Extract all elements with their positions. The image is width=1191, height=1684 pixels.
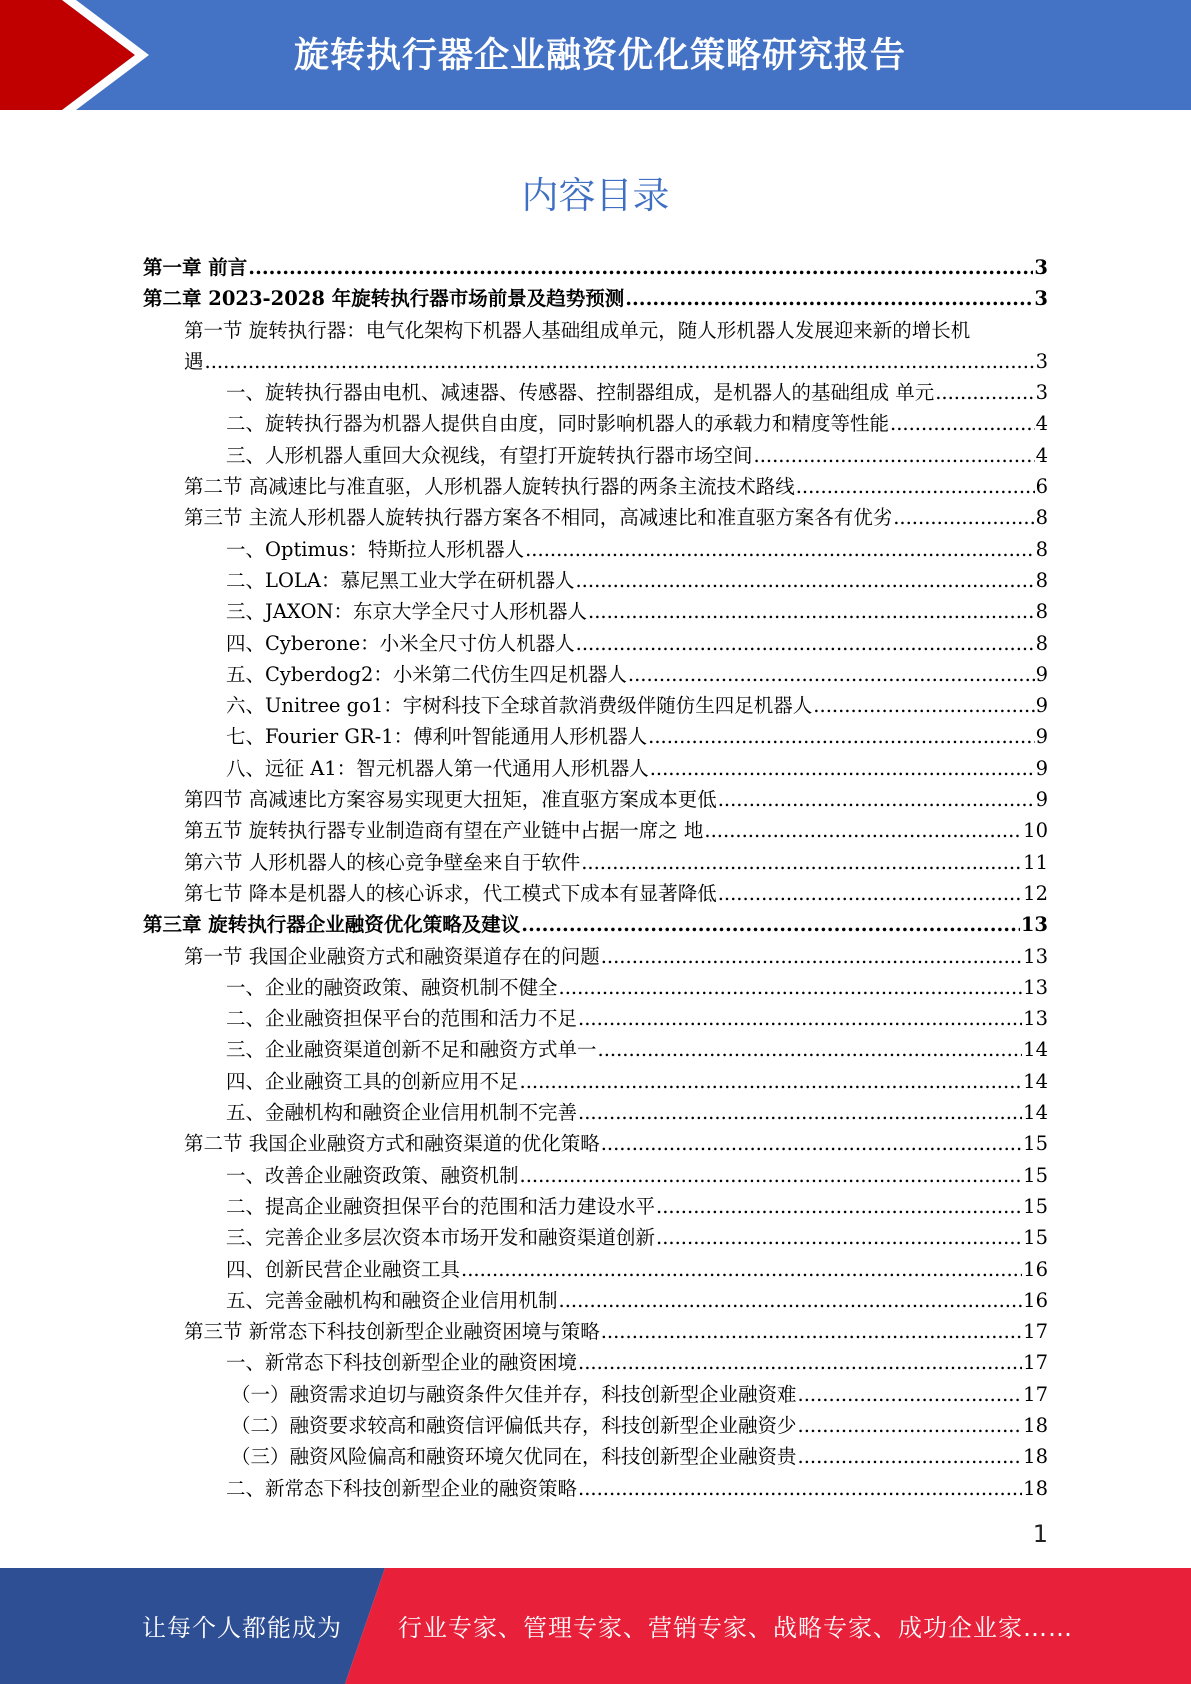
toc-entry-title: 五、完善金融机构和融资企业信用机制 <box>226 1288 558 1312</box>
toc-page-number: 14 <box>1023 1038 1048 1062</box>
toc-heading: 内容目录 <box>521 174 670 217</box>
toc-entry-title: 二、新常态下科技创新型企业的融资策略 <box>226 1476 578 1500</box>
report-title: 旋转执行器企业融资优化策略研究报告 <box>293 36 906 76</box>
toc-chapter-entry[interactable] <box>143 283 1048 314</box>
toc-page-number: 14 <box>1023 1069 1048 1093</box>
footer-band <box>0 1568 1191 1684</box>
toc-entry-title: 二、企业融资担保平台的范围和活力不足 <box>226 1007 578 1031</box>
toc-page-number: 8 <box>1035 537 1048 561</box>
toc-entry-title: 二、提高企业融资担保平台的范围和活力建设水平 <box>226 1194 656 1218</box>
toc-page-number: 18 <box>1023 1476 1048 1500</box>
toc-entry-title: 四、Cyberone：小米全尺寸仿人机器人 <box>226 631 575 655</box>
toc-entry[interactable] <box>143 1128 1048 1159</box>
toc-page-number: 18 <box>1023 1445 1048 1469</box>
toc-dot-leader <box>648 721 1034 752</box>
footer-slogan-right: 行业专家、管理专家、营销专家、战略专家、成功企业家…… <box>398 1614 1073 1642</box>
toc-entry-title: 第五节 旋转执行器专业制造商有望在产业链中占据一席之 地 <box>184 819 704 843</box>
toc-entry[interactable] <box>143 1410 1048 1441</box>
toc-entry-title: 第二章 2023-2028 年旋转执行器市场前景及趋势预测 <box>143 287 625 311</box>
toc-entry[interactable] <box>143 1316 1048 1347</box>
toc-dot-leader <box>205 346 1035 377</box>
toc-dot-leader <box>656 1191 1022 1222</box>
toc-dot-leader <box>656 1222 1022 1253</box>
toc-dot-leader <box>578 1347 1022 1378</box>
toc-page-number: 4 <box>1035 443 1048 467</box>
toc-dot-leader <box>588 596 1035 627</box>
toc-entry[interactable] <box>143 847 1048 878</box>
toc-entry[interactable] <box>143 941 1048 972</box>
toc-entry-title: 一、Optimus：特斯拉人形机器人 <box>226 537 525 561</box>
toc-entry[interactable] <box>143 1160 1048 1191</box>
toc-entry[interactable] <box>143 690 1048 721</box>
toc-page-number: 9 <box>1035 694 1048 718</box>
toc-page-number: 12 <box>1023 881 1048 905</box>
toc-page-number: 17 <box>1023 1351 1048 1375</box>
toc-dot-leader <box>704 815 1022 846</box>
toc-entry-title: 三、企业融资渠道创新不足和融资方式单一 <box>226 1038 597 1062</box>
toc-dot-leader <box>601 1128 1022 1159</box>
toc-dot-leader <box>520 1066 1023 1097</box>
toc-page-number: 3 <box>1034 256 1048 279</box>
toc-dot-leader <box>578 1003 1022 1034</box>
toc-entry-title: （二）融资要求较高和融资信评偏低共存，科技创新型企业融资少 <box>231 1413 797 1437</box>
toc-entry-title: 三、JAXON：东京大学全尺寸人形机器人 <box>226 600 587 624</box>
toc-entry[interactable] <box>143 1285 1048 1316</box>
toc-entry[interactable] <box>143 502 1048 533</box>
toc-page-number: 4 <box>1035 412 1048 436</box>
toc-page-number: 9 <box>1035 662 1048 686</box>
toc-page-number: 15 <box>1023 1132 1048 1156</box>
toc-entry-title: 第二节 高减速比与准直驱，人形机器人旋转执行器的两条主流技术路线 <box>184 475 795 499</box>
toc-dot-leader <box>893 502 1034 533</box>
toc-entry-title: 三、人形机器人重回大众视线，有望打开旋转执行器市场空间 <box>226 443 753 467</box>
toc-entry[interactable] <box>143 408 1048 439</box>
toc-entry-title: 第三节 新常态下科技创新型企业融资困境与策略 <box>184 1320 600 1344</box>
toc-entry-title: 七、Fourier GR-1：傅利叶智能通用人形机器人 <box>226 725 648 749</box>
toc-entry-title: 八、远征 A1：智元机器人第一代通用人形机器人 <box>226 756 649 780</box>
toc-entry[interactable] <box>143 596 1048 627</box>
toc-entry[interactable] <box>143 565 1048 596</box>
toc-dot-leader <box>754 440 1035 471</box>
toc-page-number: 6 <box>1035 475 1048 499</box>
toc-entry[interactable] <box>143 377 1048 408</box>
toc-entry-title: 四、创新民营企业融资工具 <box>226 1257 461 1281</box>
toc-page-number: 9 <box>1035 725 1048 749</box>
toc-dot-leader <box>578 1473 1022 1504</box>
toc-page-number: 8 <box>1035 506 1048 530</box>
toc-entry[interactable] <box>143 659 1048 690</box>
toc-dot-leader <box>628 659 1035 690</box>
toc-dot-leader <box>581 847 1022 878</box>
toc-dot-leader <box>521 909 1020 940</box>
toc-entry[interactable] <box>143 471 1048 502</box>
toc-entry[interactable] <box>143 1003 1048 1034</box>
toc-dot-leader <box>578 1097 1022 1128</box>
toc-entry[interactable] <box>143 440 1048 471</box>
toc-entry[interactable] <box>143 721 1048 752</box>
toc-chapter-entry[interactable] <box>143 252 1048 283</box>
toc-entry[interactable] <box>143 534 1048 565</box>
toc-entry[interactable] <box>143 1379 1048 1410</box>
toc-dot-leader <box>525 534 1034 565</box>
toc-entry-title: 五、金融机构和融资企业信用机制不完善 <box>226 1101 578 1125</box>
toc-page-number: 10 <box>1023 819 1048 843</box>
toc-entry-title: 第二节 我国企业融资方式和融资渠道的优化策略 <box>184 1132 600 1156</box>
toc-entry-title: 六、Unitree go1：宇树科技下全球首款消费级伴随仿生四足机器人 <box>226 694 813 718</box>
table-of-contents <box>143 252 1048 1504</box>
toc-page-number: 13 <box>1020 913 1048 937</box>
toc-entry-title: 三、完善企业多层次资本市场开发和融资渠道创新 <box>226 1226 656 1250</box>
toc-entry[interactable] <box>143 878 1048 909</box>
toc-page-number: 15 <box>1023 1194 1048 1218</box>
toc-page-number: 17 <box>1023 1320 1048 1344</box>
toc-entry-title: 第四节 高减速比方案容易实现更大扭矩，准直驱方案成本更低 <box>184 788 717 812</box>
toc-entry-title: 第六节 人形机器人的核心竞争壁垒来自于软件 <box>184 850 581 874</box>
toc-entry[interactable] <box>143 1066 1048 1097</box>
toc-page-number: 9 <box>1035 788 1048 812</box>
toc-entry[interactable] <box>143 753 1048 784</box>
toc-dot-leader <box>625 283 1033 314</box>
toc-entry-title-continued: 遇 <box>184 349 204 373</box>
toc-entry-title: 第三节 主流人形机器人旋转执行器方案各不相同，高减速比和准直驱方案各有优劣 <box>184 506 893 530</box>
toc-dot-leader <box>248 252 1033 283</box>
toc-dot-leader <box>798 1441 1023 1472</box>
toc-entry-title: 第七节 降本是机器人的核心诉求，代工模式下成本有显著降低 <box>184 881 717 905</box>
toc-entry-title: 二、LOLA：慕尼黑工业大学在研机器人 <box>226 568 575 592</box>
toc-page-number: 9 <box>1035 756 1048 780</box>
toc-entry-title: 一、新常态下科技创新型企业的融资困境 <box>226 1351 578 1375</box>
toc-dot-leader <box>601 1316 1022 1347</box>
toc-page-number: 13 <box>1023 1007 1048 1031</box>
toc-entry-title: 第三章 旋转执行器企业融资优化策略及建议 <box>143 913 521 937</box>
toc-entry[interactable] <box>143 815 1048 846</box>
page-number: 1 <box>1032 1520 1048 1548</box>
toc-dot-leader <box>718 784 1035 815</box>
toc-entry[interactable] <box>143 972 1048 1003</box>
toc-dot-leader <box>520 1160 1023 1191</box>
toc-entry-title: 一、旋转执行器由电机、减速器、传感器、控制器组成，是机器人的基础组成 单元 <box>226 381 935 405</box>
toc-dot-leader <box>935 377 1034 408</box>
toc-dot-leader <box>650 753 1035 784</box>
toc-dot-leader <box>461 1254 1022 1285</box>
toc-entry[interactable] <box>143 1347 1048 1378</box>
toc-entry[interactable] <box>143 784 1048 815</box>
toc-entry-title: （三）融资风险偏高和融资环境欠优同在，科技创新型企业融资贵 <box>231 1445 797 1469</box>
toc-page-number: 15 <box>1023 1226 1048 1250</box>
toc-dot-leader <box>718 878 1022 909</box>
report-header-band <box>0 0 1191 110</box>
toc-entry-title: （一）融资需求迫切与融资条件欠佳并存，科技创新型企业融资难 <box>231 1382 797 1406</box>
toc-dot-leader <box>601 941 1022 972</box>
toc-entry[interactable] <box>143 1441 1048 1472</box>
toc-page-number: 13 <box>1023 975 1048 999</box>
toc-page-number: 16 <box>1023 1288 1048 1312</box>
toc-entry[interactable] <box>143 315 1048 378</box>
toc-dot-leader <box>576 628 1035 659</box>
toc-entry[interactable] <box>143 1097 1048 1128</box>
toc-dot-leader <box>798 1379 1023 1410</box>
toc-chapter-entry[interactable] <box>143 909 1048 940</box>
toc-entry-title: 一、企业的融资政策、融资机制不健全 <box>226 975 558 999</box>
toc-page-number: 16 <box>1023 1257 1048 1281</box>
footer-slogan-left: 让每个人都能成为 <box>142 1614 342 1642</box>
toc-page-number: 3 <box>1035 349 1048 373</box>
toc-entry-title: 第一节 旋转执行器：电气化架构下机器人基础组成单元，随人形机器人发展迎来新的增长机 <box>184 318 971 342</box>
toc-page-number: 8 <box>1035 568 1048 592</box>
toc-page-number: 18 <box>1023 1413 1048 1437</box>
toc-page-number: 3 <box>1034 287 1048 311</box>
toc-page-number: 14 <box>1023 1101 1048 1125</box>
toc-dot-leader <box>798 1410 1023 1441</box>
toc-entry-title: 五、Cyberdog2：小米第二代仿生四足机器人 <box>226 662 627 686</box>
toc-dot-leader <box>559 972 1023 1003</box>
toc-dot-leader <box>559 1285 1023 1316</box>
toc-entry[interactable] <box>143 1473 1048 1504</box>
toc-page-number: 11 <box>1023 850 1048 874</box>
toc-entry[interactable] <box>143 1222 1048 1253</box>
toc-entry[interactable] <box>143 1191 1048 1222</box>
toc-page-number: 8 <box>1035 600 1048 624</box>
toc-dot-leader <box>813 690 1034 721</box>
toc-entry-title: 二、旋转执行器为机器人提供自由度，同时影响机器人的承载力和精度等性能 <box>226 412 890 436</box>
toc-page-number: 3 <box>1035 381 1048 405</box>
toc-page-number: 8 <box>1035 631 1048 655</box>
toc-page-number: 13 <box>1023 944 1048 968</box>
toc-dot-leader <box>890 408 1035 439</box>
toc-entry[interactable] <box>143 628 1048 659</box>
toc-entry[interactable] <box>143 1254 1048 1285</box>
toc-entry-title: 第一章 前言 <box>143 256 248 279</box>
header-arrow-decoration <box>0 0 160 110</box>
toc-dot-leader <box>598 1034 1023 1065</box>
toc-entry[interactable] <box>143 1034 1048 1065</box>
toc-entry-title: 一、改善企业融资政策、融资机制 <box>226 1163 519 1187</box>
toc-dot-leader <box>796 471 1035 502</box>
toc-entry-title: 第一节 我国企业融资方式和融资渠道存在的问题 <box>184 944 600 968</box>
toc-page-number: 15 <box>1023 1163 1048 1187</box>
toc-page-number: 17 <box>1023 1382 1048 1406</box>
toc-dot-leader <box>575 565 1034 596</box>
toc-entry-title: 四、企业融资工具的创新应用不足 <box>226 1069 519 1093</box>
